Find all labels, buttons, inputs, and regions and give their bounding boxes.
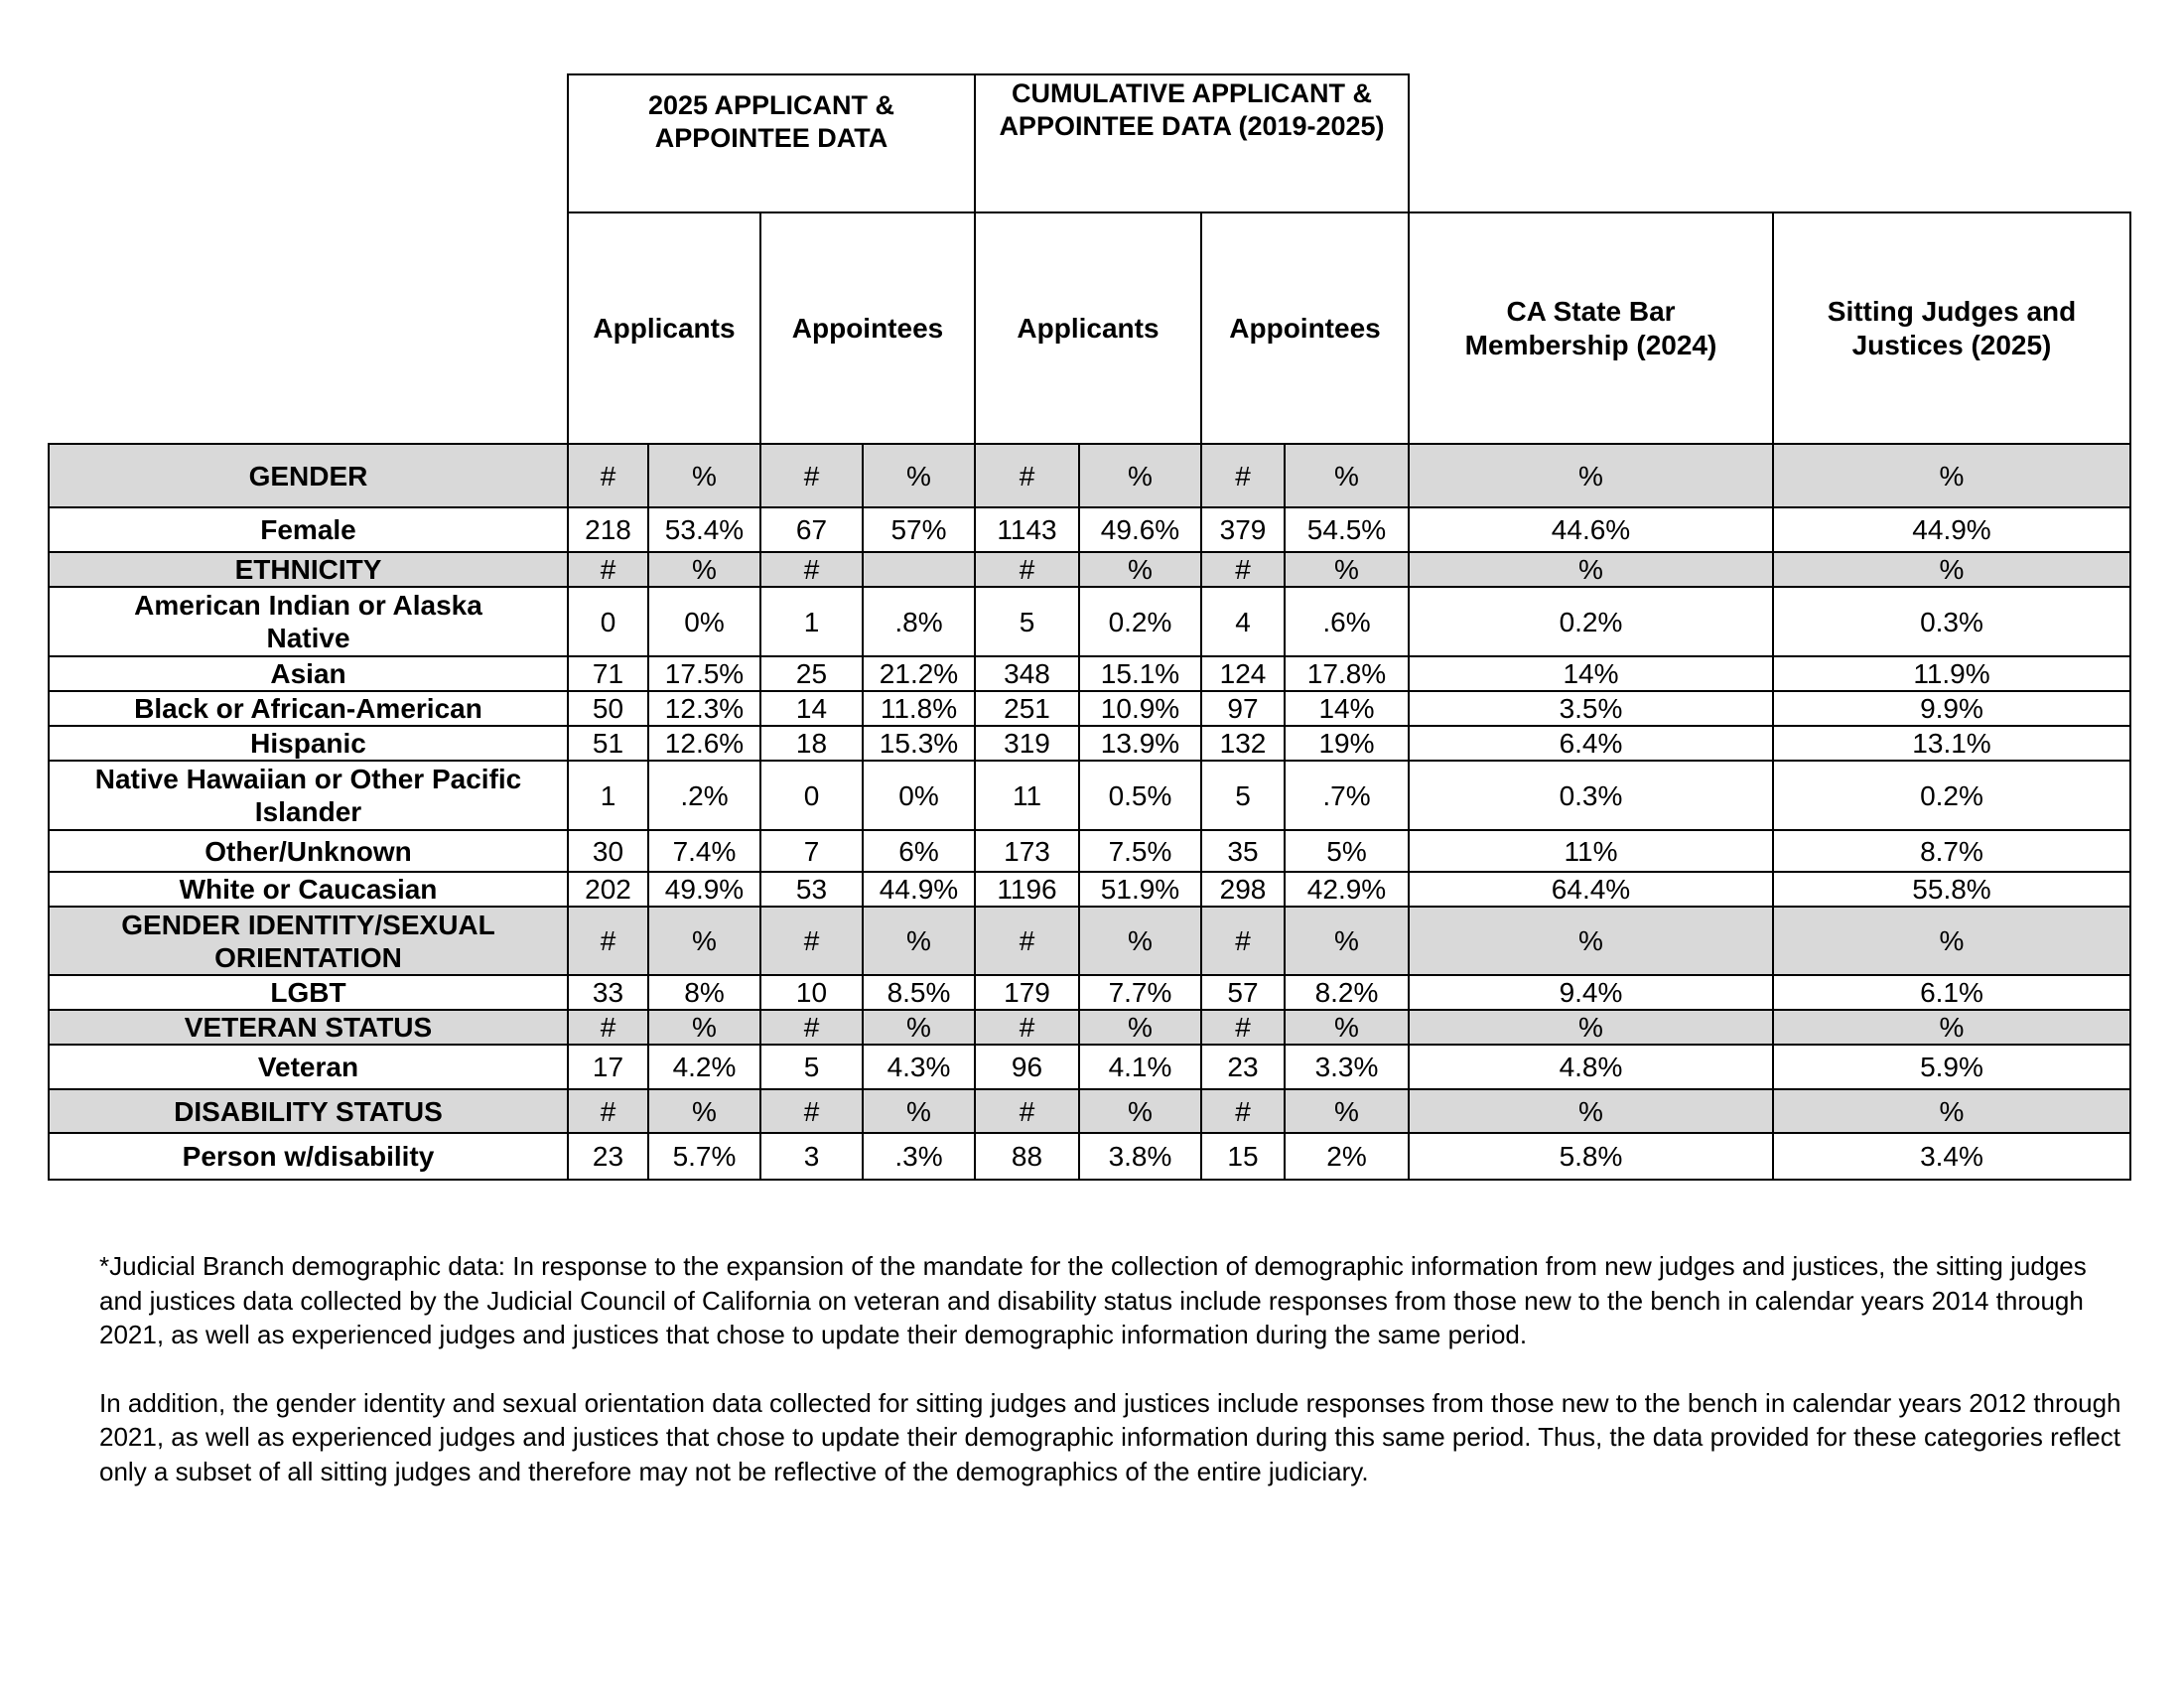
col-header-appointees-cumulative: Appointees [1201,212,1409,444]
unit-header-cell: # [975,1010,1079,1045]
data-cell: 6% [863,830,975,872]
section-header-row [49,907,2130,975]
data-cell: 11% [1409,830,1773,872]
section-header-row [49,1010,2130,1045]
section-header-row [49,1089,2130,1133]
data-cell: 0.5% [1079,761,1201,830]
table-row [49,872,2130,907]
data-cell: 23 [1201,1045,1285,1089]
data-cell: 17 [568,1045,648,1089]
data-cell: 96 [975,1045,1079,1089]
table-row [49,830,2130,872]
unit-header-cell: % [1773,1089,2130,1133]
data-cell: 13.9% [1079,726,1201,761]
data-cell: 4.2% [648,1045,760,1089]
row-label: Female [49,507,568,552]
data-cell: 10.9% [1079,691,1201,726]
data-cell: 4.8% [1409,1045,1773,1089]
data-cell: 15.3% [863,726,975,761]
data-cell: 3.5% [1409,691,1773,726]
data-cell: 348 [975,656,1079,691]
section-header-row [49,552,2130,587]
unit-header-cell: % [1079,1010,1201,1045]
unit-header-cell: % [1285,552,1409,587]
data-cell: 4 [1201,587,1285,656]
data-cell: 0.2% [1079,587,1201,656]
unit-header-cell: # [568,907,648,975]
data-cell: 44.9% [1773,507,2130,552]
unit-header-cell: # [1201,1089,1285,1133]
data-cell: 30 [568,830,648,872]
data-cell: 10 [760,975,863,1010]
group-header-cumulative: CUMULATIVE APPLICANT & APPOINTEE DATA (2019-2025) [975,74,1409,212]
unit-header-cell: % [648,1010,760,1045]
data-cell: 49.6% [1079,507,1201,552]
data-cell: 202 [568,872,648,907]
table-body [49,444,2130,1180]
unit-header-cell: % [1285,1089,1409,1133]
data-cell: 0% [863,761,975,830]
data-cell: 379 [1201,507,1285,552]
col-header-applicants-cumulative: Applicants [975,212,1201,444]
unit-header-cell: # [1201,1010,1285,1045]
unit-header-cell: # [568,1010,648,1045]
data-cell: 7.7% [1079,975,1201,1010]
data-cell: 0.2% [1409,587,1773,656]
row-label: Other/Unknown [49,830,568,872]
section-title: GENDER IDENTITY/SEXUAL ORIENTATION [49,907,568,975]
data-cell: 5.9% [1773,1045,2130,1089]
table-header [49,74,2130,444]
table-row [49,1133,2130,1180]
unit-header-cell: % [1409,1089,1773,1133]
data-cell: 13.1% [1773,726,2130,761]
unit-header-cell [863,552,975,587]
data-cell: 124 [1201,656,1285,691]
data-cell: 5% [1285,830,1409,872]
data-cell: 71 [568,656,648,691]
unit-header-cell: # [760,1089,863,1133]
data-cell: 0.2% [1773,761,2130,830]
data-cell: 3.8% [1079,1133,1201,1180]
data-cell: 0 [760,761,863,830]
data-cell: 35 [1201,830,1285,872]
data-cell: 15 [1201,1133,1285,1180]
table-row [49,587,2130,656]
data-cell: .3% [863,1133,975,1180]
data-cell: 67 [760,507,863,552]
data-cell: 44.9% [863,872,975,907]
data-cell: 55.8% [1773,872,2130,907]
data-cell: 7.5% [1079,830,1201,872]
unit-header-cell: % [648,444,760,507]
data-cell: 4.1% [1079,1045,1201,1089]
demographics-table [48,73,2131,1181]
data-cell: 64.4% [1409,872,1773,907]
data-cell: 14 [760,691,863,726]
row-label: Veteran [49,1045,568,1089]
data-cell: 17.8% [1285,656,1409,691]
data-cell: 3.3% [1285,1045,1409,1089]
footnote-paragraph-1: *Judicial Branch demographic data: In response to the expansion of the mandate for the collection of demographic information from new judges and justices, the sitting judges and justices data collected by the Judicial Council of California on veteran and disability status include responses from those new to the bench in calendar years 2014 through 2021, as well as experienced judges and justices that chose to update their demographic information during the same period. [99,1251,2087,1349]
data-cell: 11 [975,761,1079,830]
data-cell: 1143 [975,507,1079,552]
unit-header-cell: % [863,1010,975,1045]
unit-header-cell: # [1201,552,1285,587]
data-cell: 51.9% [1079,872,1201,907]
unit-header-cell: # [760,444,863,507]
data-cell: 5 [975,587,1079,656]
header-spacer [49,74,568,212]
data-cell: 0 [568,587,648,656]
data-cell: 44.6% [1409,507,1773,552]
footnote-paragraph-2: In addition, the gender identity and sexual orientation data collected for sitting judges and justices include responses from those new to the bench in calendar years 2012 through 2021, as well as experienced judges and justices that chose to update their demographic information during this same period. Thus, the data provided for these categories reflect only a subset of all sitting judges and therefore may not be reflective of the demographics of the entire judiciary. [99,1387,2121,1486]
data-cell: 14% [1285,691,1409,726]
data-cell: 6.4% [1409,726,1773,761]
data-cell: 6.1% [1773,975,2130,1010]
data-cell: 1196 [975,872,1079,907]
data-cell: 19% [1285,726,1409,761]
data-cell: 251 [975,691,1079,726]
data-cell: 7.4% [648,830,760,872]
data-cell: 11.9% [1773,656,2130,691]
col-header-appointees-2025: Appointees [760,212,975,444]
unit-header-cell: # [1201,907,1285,975]
unit-header-cell: # [975,552,1079,587]
unit-header-cell: % [648,1089,760,1133]
section-header-row [49,444,2130,507]
unit-header-cell: # [975,1089,1079,1133]
data-cell: 5 [1201,761,1285,830]
unit-header-cell: # [568,1089,648,1133]
row-label: Asian [49,656,568,691]
data-cell: 11.8% [863,691,975,726]
data-cell: 53 [760,872,863,907]
data-cell: 0% [648,587,760,656]
data-cell: 33 [568,975,648,1010]
data-cell: 21.2% [863,656,975,691]
data-cell: 88 [975,1133,1079,1180]
data-cell: 12.6% [648,726,760,761]
data-cell: 12.3% [648,691,760,726]
data-cell: 4.3% [863,1045,975,1089]
row-label: Hispanic [49,726,568,761]
unit-header-cell: # [760,552,863,587]
data-cell: 8.7% [1773,830,2130,872]
unit-header-cell: % [1285,444,1409,507]
unit-header-cell: % [1409,907,1773,975]
data-cell: 5.7% [648,1133,760,1180]
data-cell: 42.9% [1285,872,1409,907]
data-cell: 8.2% [1285,975,1409,1010]
col-header-sitting-judges: Sitting Judges and Justices (2025) [1773,212,2130,444]
unit-header-cell: % [1773,552,2130,587]
data-cell: 7 [760,830,863,872]
row-label: White or Caucasian [49,872,568,907]
data-cell: 2% [1285,1133,1409,1180]
data-cell: 3.4% [1773,1133,2130,1180]
data-cell: 298 [1201,872,1285,907]
section-title: DISABILITY STATUS [49,1089,568,1133]
data-cell: 3 [760,1133,863,1180]
data-cell: 319 [975,726,1079,761]
unit-header-cell: % [1079,1089,1201,1133]
data-cell: 57% [863,507,975,552]
data-cell: 132 [1201,726,1285,761]
data-cell: 8% [648,975,760,1010]
data-cell: 54.5% [1285,507,1409,552]
data-cell: 53.4% [648,507,760,552]
section-title: ETHNICITY [49,552,568,587]
data-cell: .8% [863,587,975,656]
data-cell: 9.4% [1409,975,1773,1010]
unit-header-cell: # [1201,444,1285,507]
table-row [49,507,2130,552]
unit-header-cell: % [1409,552,1773,587]
footnote [99,1249,2134,1522]
data-cell: 9.9% [1773,691,2130,726]
table-row [49,761,2130,830]
unit-header-cell: % [1773,444,2130,507]
unit-header-cell: % [1773,907,2130,975]
group-header-2025: 2025 APPLICANT & APPOINTEE DATA [568,74,975,212]
data-cell: 51 [568,726,648,761]
row-label: LGBT [49,975,568,1010]
data-cell: 8.5% [863,975,975,1010]
section-title: GENDER [49,444,568,507]
unit-header-cell: # [975,444,1079,507]
col-header-state-bar: CA State Bar Membership (2024) [1409,212,1773,444]
data-cell: 97 [1201,691,1285,726]
unit-header-cell: % [1285,907,1409,975]
data-cell: 15.1% [1079,656,1201,691]
data-cell: 17.5% [648,656,760,691]
unit-header-cell: % [863,907,975,975]
unit-header-cell: # [975,907,1079,975]
data-cell: 1 [760,587,863,656]
table-row [49,726,2130,761]
data-cell: 0.3% [1773,587,2130,656]
data-cell: .7% [1285,761,1409,830]
data-cell: 57 [1201,975,1285,1010]
data-cell: 49.9% [648,872,760,907]
unit-header-cell: % [1079,907,1201,975]
unit-header-cell: # [760,907,863,975]
unit-header-cell: % [1773,1010,2130,1045]
unit-header-cell: % [1079,552,1201,587]
header-spacer [49,212,568,444]
table-row [49,1045,2130,1089]
section-title: VETERAN STATUS [49,1010,568,1045]
unit-header-cell: % [1409,1010,1773,1045]
row-label: Black or African-American [49,691,568,726]
table-row [49,975,2130,1010]
unit-header-cell: # [568,444,648,507]
data-cell: 25 [760,656,863,691]
data-cell: 0.3% [1409,761,1773,830]
data-cell: .6% [1285,587,1409,656]
col-header-applicants-2025: Applicants [568,212,760,444]
unit-header-cell: # [568,552,648,587]
column-header-row [49,212,2130,444]
header-spacer [1409,74,1773,212]
data-cell: 1 [568,761,648,830]
unit-header-cell: # [760,1010,863,1045]
row-label: American Indian or Alaska Native [49,587,568,656]
data-cell: 179 [975,975,1079,1010]
data-cell: 173 [975,830,1079,872]
row-label: Person w/disability [49,1133,568,1180]
data-cell: 5.8% [1409,1133,1773,1180]
data-cell: 50 [568,691,648,726]
table-row [49,656,2130,691]
unit-header-cell: % [648,552,760,587]
group-header-row [49,74,2130,212]
data-cell: 23 [568,1133,648,1180]
unit-header-cell: % [1079,444,1201,507]
unit-header-cell: % [863,1089,975,1133]
header-spacer [1773,74,2130,212]
table-row [49,691,2130,726]
unit-header-cell: % [863,444,975,507]
data-cell: 18 [760,726,863,761]
unit-header-cell: % [1285,1010,1409,1045]
row-label: Native Hawaiian or Other Pacific Islander [49,761,568,830]
data-cell: 218 [568,507,648,552]
data-cell: .2% [648,761,760,830]
data-cell: 5 [760,1045,863,1089]
unit-header-cell: % [1409,444,1773,507]
unit-header-cell: % [648,907,760,975]
data-cell: 14% [1409,656,1773,691]
